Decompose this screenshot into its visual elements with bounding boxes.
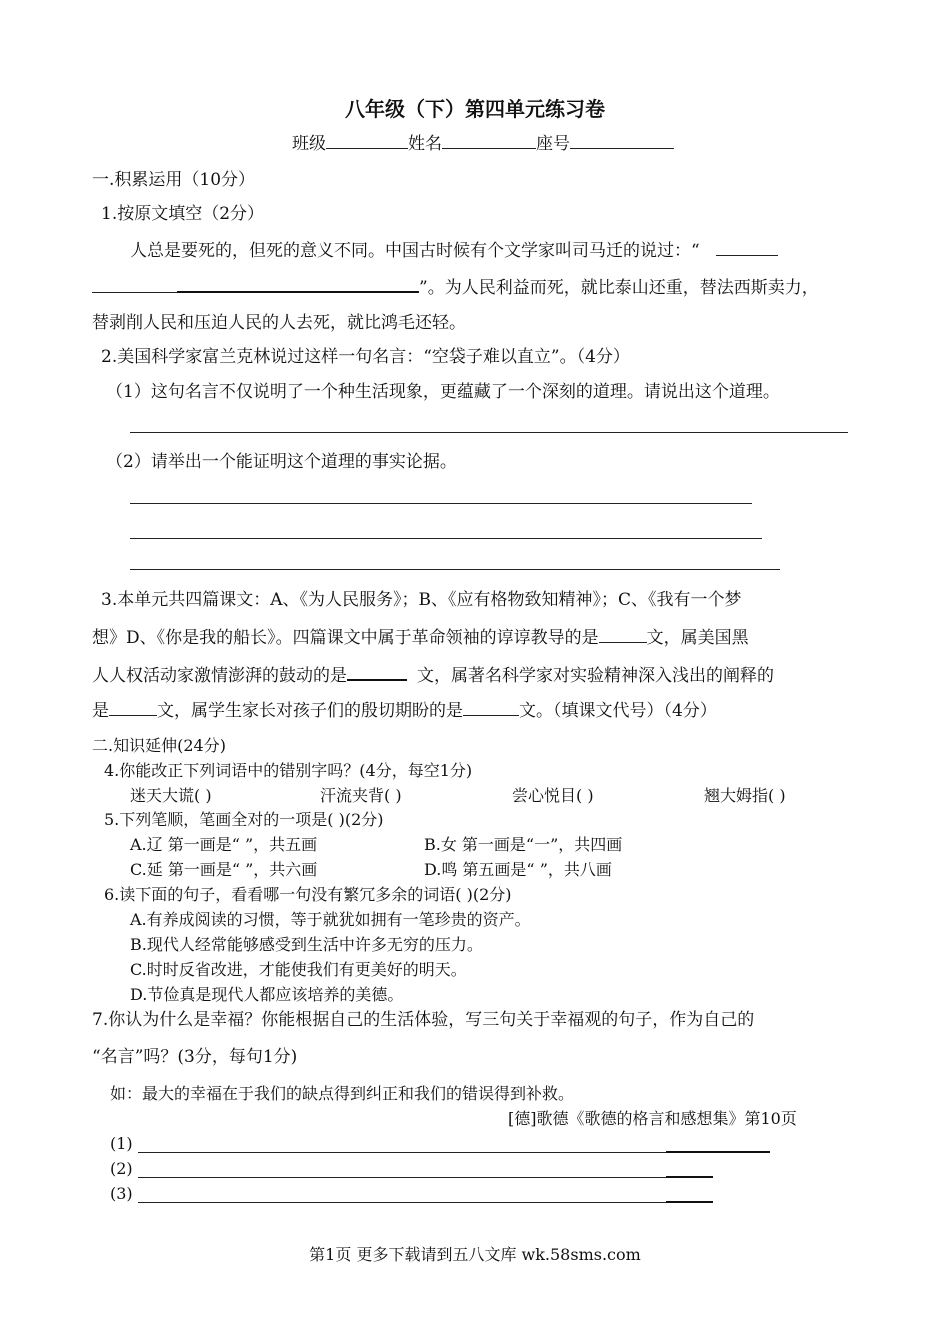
q7-answer-line-2-ext[interactable] xyxy=(666,1176,713,1178)
q2-sub1: （1）这句名言不仅说明了一个种生活现象，更蕴藏了一个深刻的道理。请说出这个道理。 xyxy=(106,382,780,402)
q3-line1: 3.本单元共四篇课文：A、《为人民服务》；B、《应有格物致知精神》；C、《我有一个梦 xyxy=(101,590,742,610)
q2-answer-line-3[interactable] xyxy=(130,538,762,539)
q1-blank-a[interactable] xyxy=(716,239,778,256)
q7-example: 如：最大的幸福在于我们的缺点得到纠正和我们的错误得到补救。 xyxy=(110,1084,575,1103)
q3-line2: 想》D、《你是我的船长》。四篇课文中属于革命领袖的谆谆教导的是 文，属美国黑 xyxy=(92,628,749,648)
page-footer: 第1页 更多下载请到五八文库 wk.58sms.com xyxy=(309,1245,641,1264)
q7-answer-line-1-ext[interactable] xyxy=(666,1151,770,1153)
q1-line1: 人总是要死的，但死的意义不同。中国古时候有个文学家叫司马迁的说过：“ xyxy=(130,239,778,262)
q2-answer-line-1[interactable] xyxy=(130,432,848,433)
q6-option-b: B.现代人经常能够感受到生活中许多无穷的压力。 xyxy=(130,935,483,954)
name-field[interactable] xyxy=(442,132,536,149)
q1-line3: 替剥削人民和压迫人民的人去死，就比鸿毛还轻。 xyxy=(92,313,466,333)
q4-word-1: 迷天大谎( ) xyxy=(130,786,212,805)
q2-answer-line-2[interactable] xyxy=(130,503,752,504)
q7-source: [德]歌德《歌德的格言和感想集》第10页 xyxy=(508,1109,797,1128)
q7-answer-line-3-ext[interactable] xyxy=(666,1201,713,1203)
q7-answer-line-1[interactable] xyxy=(138,1152,666,1153)
name-label: 姓名 xyxy=(408,134,442,154)
q3-blank-2[interactable] xyxy=(347,663,407,681)
q2-prompt: 2.美国科学家富兰克林说过这样一句名言：“空袋子难以直立”。（4分） xyxy=(101,347,630,367)
q6-option-c: C.时时反省改进，才能使我们有更美好的明天。 xyxy=(130,960,467,979)
student-info-row xyxy=(292,132,674,155)
q3-blank-4[interactable] xyxy=(463,699,519,716)
q6-option-a: A.有养成阅读的习惯，等于就犹如拥有一笔珍贵的资产。 xyxy=(130,910,531,929)
q7-item-3-num: (3) xyxy=(110,1184,133,1203)
q4-word-2: 汗流夹背( ) xyxy=(320,786,402,805)
section2-heading: 二.知识延伸(24分) xyxy=(92,736,226,755)
seat-field[interactable] xyxy=(570,132,674,149)
q5-option-d: D.鸣 第五画是“ ”，共八画 xyxy=(424,860,612,879)
q3-blank-3[interactable] xyxy=(109,699,157,716)
q2-answer-line-4[interactable] xyxy=(130,569,780,570)
q4-word-3: 尝心悦目( ) xyxy=(512,786,594,805)
q7-line2: “名言”吗？(3分，每句1分) xyxy=(92,1047,298,1067)
q5-prompt: 5.下列笔顺，笔画全对的一项是( )(2分) xyxy=(104,810,384,829)
q3-blank-1[interactable] xyxy=(599,626,647,643)
page-title: 八年级（下）第四单元练习卷 xyxy=(345,97,605,121)
q6-option-d: D.节俭真是现代人都应该培养的美德。 xyxy=(130,985,404,1004)
class-label: 班级 xyxy=(292,134,326,154)
section1-heading: 一.积累运用（10分） xyxy=(92,170,256,190)
q4-word-4: 翘大姆指( ) xyxy=(704,786,786,805)
q7-answer-line-3[interactable] xyxy=(138,1202,666,1203)
q6-prompt: 6.读下面的句子，看看哪一句没有繁冗多余的词语( )(2分) xyxy=(104,885,512,904)
q2-sub2: （2）请举出一个能证明这个道理的事实论据。 xyxy=(106,452,457,472)
q1-prompt: 1.按原文填空（2分） xyxy=(101,204,265,224)
q7-answer-line-2[interactable] xyxy=(138,1177,666,1178)
seat-label: 座号 xyxy=(536,134,570,154)
q7-line1: 7.你认为什么是幸福？你能根据自己的生活体验，写三句关于幸福观的句子，作为自己的 xyxy=(92,1010,755,1030)
q5-option-c: C.延 第一画是“ ”，共六画 xyxy=(130,860,318,879)
q1-line2: ”。为人民利益而死，就比泰山还重，替法西斯卖力， xyxy=(92,275,819,299)
q5-option-b: B.女 第一画是“一”，共四画 xyxy=(424,835,623,854)
q7-item-1-num: (1) xyxy=(110,1134,133,1153)
q1-blank-c[interactable] xyxy=(177,275,419,293)
q4-prompt: 4.你能改正下列词语中的错别字吗？(4分，每空1分) xyxy=(104,761,473,780)
q5-option-a: A.辽 第一画是“ ”，共五画 xyxy=(130,835,318,854)
q3-line4: 是 文，属学生家长对孩子们的殷切期盼的是 文。（填课文代号）（4分） xyxy=(92,701,717,721)
q7-item-2-num: (2) xyxy=(110,1159,133,1178)
class-field[interactable] xyxy=(326,132,408,149)
q3-line3: 人人权活动家激情澎湃的鼓动的是 文，属著名科学家对实验精神深入浅出的阐释的 xyxy=(92,663,774,687)
q1-blank-b[interactable] xyxy=(92,276,177,293)
